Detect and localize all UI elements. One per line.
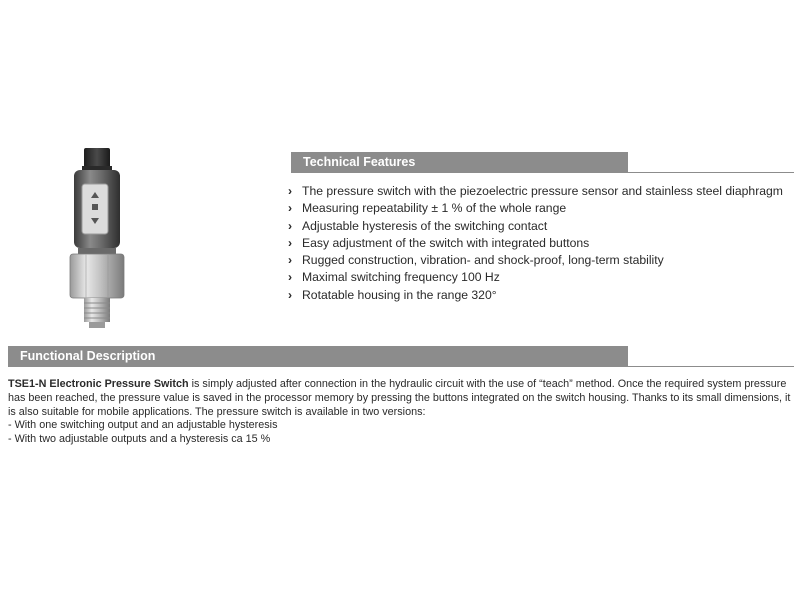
feature-text: Rugged construction, vibration- and shock-proof, long-term stability xyxy=(302,253,664,268)
chevron-right-icon: › xyxy=(288,184,293,198)
version-item: - With one switching output and an adjustable hysteresis xyxy=(8,419,278,432)
chevron-right-icon: › xyxy=(288,201,293,216)
description-paragraph xyxy=(8,378,794,419)
feature-text: Measuring repeatability ± 1 % of the whole range xyxy=(302,201,567,216)
description-text: is simply adjusted after connection in the hydraulic circuit with the use of “teach” method. Once the required system pressure has been reached, the pressure value is saved in the processor memory by pressing the buttons integrated on the switch housing. Thanks to its small dimensions, it is also suitable for mobile applications. The pressure switch is available in two versions: xyxy=(8,378,791,418)
feature-text: Rotatable housing in the range 320° xyxy=(302,287,497,302)
list-item xyxy=(288,235,783,252)
chevron-right-icon: › xyxy=(288,270,293,285)
chevron-right-icon: › xyxy=(288,218,293,233)
functional-description-body xyxy=(8,378,794,447)
feature-text: Maximal switching frequency 100 Hz xyxy=(302,270,500,285)
chevron-right-icon: › xyxy=(288,253,293,268)
list-item xyxy=(288,269,783,286)
functional-description-divider xyxy=(628,366,794,367)
functional-description-heading: Functional Description xyxy=(8,346,628,367)
feature-text: Adjustable hysteresis of the switching contact xyxy=(302,218,548,233)
feature-text: Easy adjustment of the switch with integrated buttons xyxy=(302,235,590,250)
technical-features-heading: Technical Features xyxy=(291,152,628,173)
version-item: - With two adjustable outputs and a hysteresis ca 15 % xyxy=(8,433,271,446)
list-item xyxy=(288,252,783,269)
chevron-right-icon: › xyxy=(288,287,293,302)
list-item xyxy=(288,183,783,200)
technical-features-divider xyxy=(628,172,794,173)
list-item xyxy=(288,287,783,304)
list-item xyxy=(288,218,783,235)
feature-text: The pressure switch with the piezoelectric pressure sensor and stainless steel diaphragm xyxy=(302,184,783,198)
chevron-right-icon: › xyxy=(288,235,293,250)
list-item xyxy=(288,200,783,217)
pressure-switch-image xyxy=(60,140,140,340)
technical-features-list xyxy=(288,183,783,304)
product-name: TSE1-N Electronic Pressure Switch xyxy=(8,378,189,390)
